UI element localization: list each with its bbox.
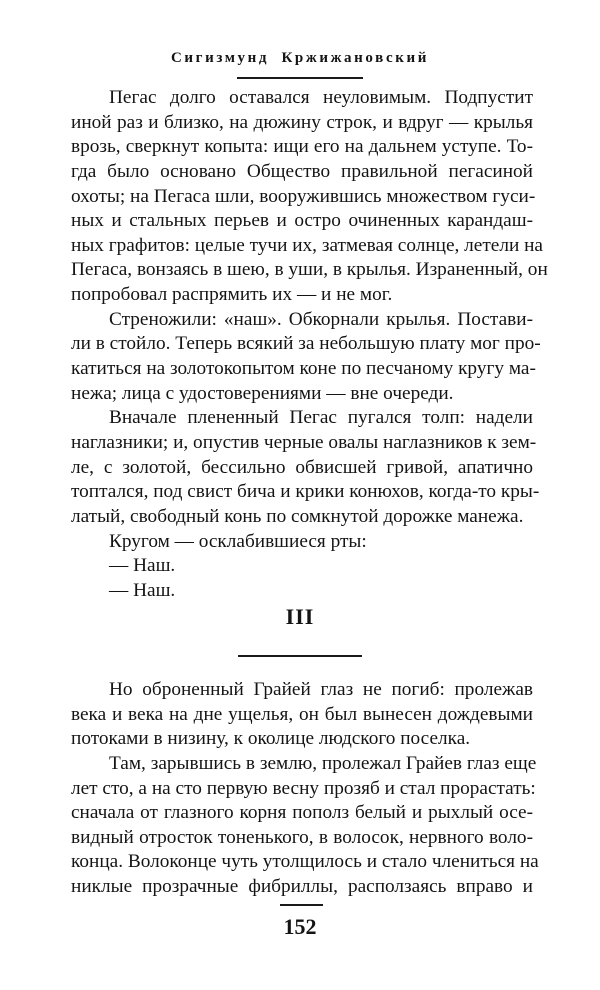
text-line: катиться на золотокопытом коне по песчаному кругу ма- (71, 358, 536, 380)
page-number-rule (280, 904, 323, 906)
text-line: нежа; лица с удостоверениями — вне очереди. (71, 382, 454, 404)
text-line: Стреножили: «наш». Обкорнали крылья. Постави- (109, 308, 533, 330)
text-line: наглазники; и, опустив черные овалы наглазников к зем- (71, 431, 537, 453)
paragraph (71, 86, 548, 308)
text-line: конца. Волоконце чуть утолщилось и стало члениться на (71, 851, 539, 873)
paragraph (71, 308, 541, 407)
text-line: ных и стальных перьев и остро очиненных карандаш- (71, 210, 533, 232)
text-line: — Наш. (109, 579, 176, 601)
section-heading: III (285, 604, 315, 629)
text-line: Кругом — осклабившиеся рты: (109, 530, 367, 552)
text-line: гда было основано Общество правильной пегасиной (71, 160, 533, 182)
text-line: лет сто, а на сто первую весну прозяб и стал прорастать: (71, 777, 536, 799)
text-line: века и века на дне ущелья, он был вынесен дождевыми (71, 703, 533, 725)
text-line: охоты; на Пегаса шли, вооружившись множеством гуси- (71, 185, 536, 207)
header-rule (237, 77, 363, 79)
text-line: врозь, сверкнут копыта: ищи его на дальнем уступе. То- (71, 136, 533, 158)
text-line: топтался, под свист бича и крики конюхов, когда-то кры- (71, 481, 540, 503)
text-line: потоками в низину, к околице людского поселка. (71, 728, 471, 750)
section-rule (238, 655, 362, 657)
text-line: латый, свободный конь по сомкнутой дорожке манежа. (71, 505, 524, 527)
paragraph (71, 579, 533, 604)
paragraph (71, 554, 533, 579)
text-line: Но оброненный Грайей глаз не погиб: пролежав (109, 679, 533, 700)
text-block-1 (71, 86, 548, 603)
text-line: сначала от глазного корня пополз белый и рыхлый осе- (71, 802, 533, 824)
paragraph (71, 406, 540, 529)
text-block-2 (71, 678, 539, 900)
page-number: 152 (283, 914, 317, 939)
text-line: попробовал распрямить их — и не мог. (71, 284, 393, 306)
text-line: ных графитов: целые тучи их, затмевая солнце, летели на (71, 234, 543, 256)
text-line: ле, с золотой, бессильно обвисшей гривой, апатично (71, 456, 533, 478)
text-line: никлые прозрачные фибриллы, расползаясь вправо и (71, 876, 533, 898)
text-line: Там, зарывшись в землю, пролежал Грайев глаз еще (109, 752, 537, 774)
text-line: ли в стойло. Теперь всякий за небольшую плату мог про- (71, 333, 541, 355)
paragraph (71, 678, 533, 752)
paragraph (71, 752, 539, 900)
text-line: иной раз и близко, на дюжину строк, и вдруг — крылья (71, 111, 533, 133)
paragraph (71, 530, 533, 555)
text-line: Пегаса, вонзаясь в шею, в уши, в крылья. Израненный, он (71, 259, 548, 281)
text-line: Вначале плененный Пегас пугался толп: надели (109, 407, 533, 429)
text-line: Пегас долго оставался неуловимым. Подпустит (109, 87, 533, 108)
text-line: — Наш. (109, 555, 176, 577)
running-header: Сигизмунд Кржижановский (171, 50, 429, 66)
text-line: видный отросток тоненького, в волосок, нервного воло- (71, 826, 533, 848)
